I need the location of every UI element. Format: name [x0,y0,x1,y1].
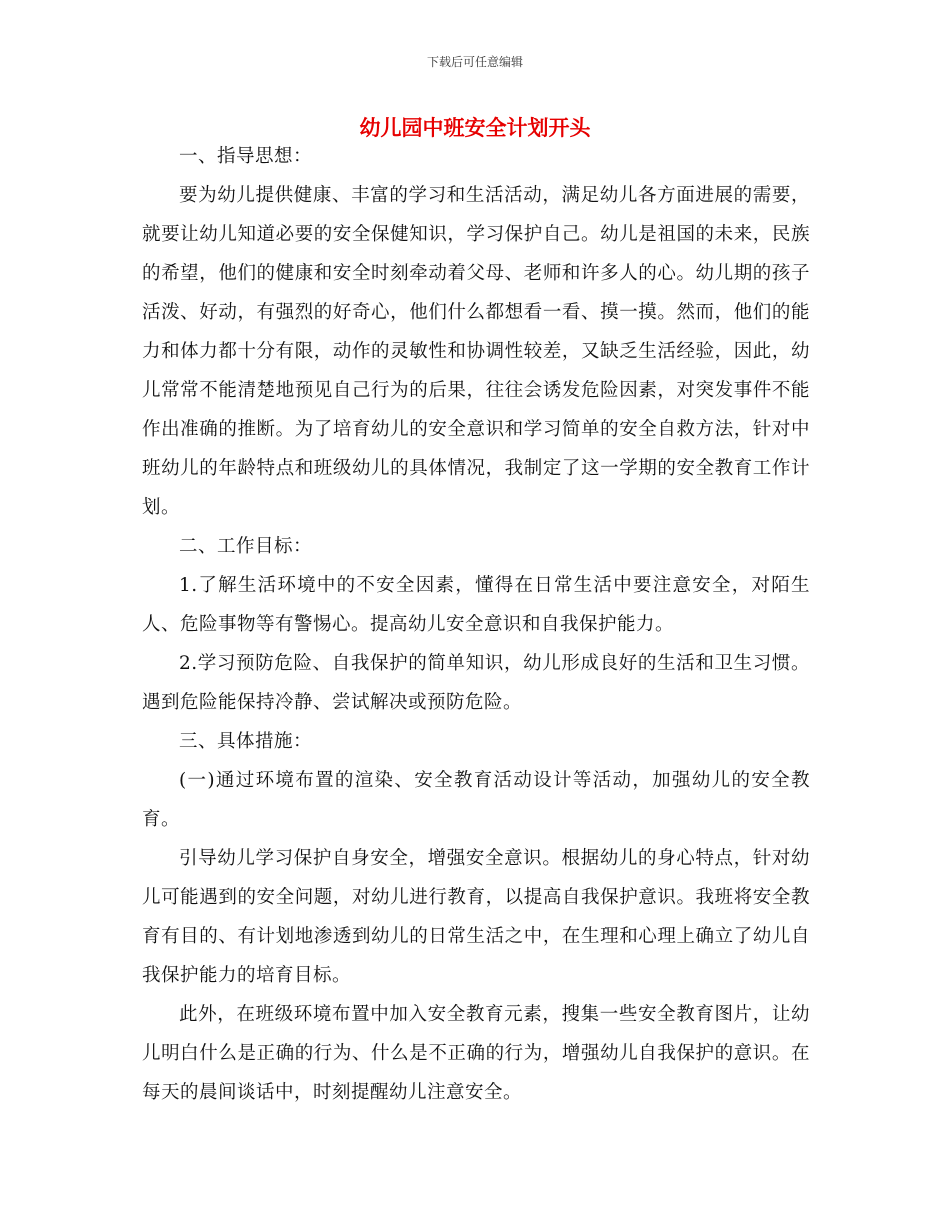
paragraph-guiding-thought: 要为幼儿提供健康、丰富的学习和生活活动，满足幼儿各方面进展的需要，就要让幼儿知道必要的安全保健知识，学习保护自己。幼儿是祖国的未来，民族的希望，他们的健康和安全时刻牵动着父母、老师和许多人的心。幼儿期的孩子活泼、好动，有强烈的好奇心，他们什么都想看一看、摸一摸。然而，他们的能力和体力都十分有限，动作的灵敏性和协调性较差，又缺乏生活经验，因此，幼儿常常不能清楚地预见自己行为的后果，往往会诱发危险因素，对突发事件不能作出准确的推断。为了培育幼儿的安全意识和学习简单的安全自救方法，针对中班幼儿的年龄特点和班级幼儿的具体情况，我制定了这一学期的安全教育工作计划。 [142,185,810,518]
header-note: 下载后可任意编辑 [426,55,523,69]
section-heading-work-goals: 二、工作目标： [179,536,313,557]
paragraph-environment: 此外，在班级环境布置中加入安全教育元素，搜集一些安全教育图片，让幼儿明白什么是正确的行为、什么是不正确的行为，增强幼儿自我保护的意识。在每天的晨间谈话中，时刻提醒幼儿注意安全。 [142,1004,810,1103]
document-title: 幼儿园中班安全计划开头 [359,116,591,140]
section-heading-guiding-thought: 一、指导思想： [179,146,313,167]
paragraph-goal-1: 1.了解生活环境中的不安全因素，懂得在日常生活中要注意安全，对陌生人、危险事物等有警惕心。提高幼儿安全意识和自我保护能力。 [142,575,810,635]
section-heading-measures: 三、具体措施： [179,731,313,752]
paragraph-measure-detail: 引导幼儿学习保护自身安全，增强安全意识。根据幼儿的身心特点，针对幼儿可能遇到的安全问题，对幼儿进行教育，以提高自我保护意识。我班将安全教育有目的、有计划地渗透到幼儿的日常生活之中，在生理和心理上确立了幼儿自我保护能力的培育目标。 [142,848,810,986]
paragraph-measure-1: (一)通过环境布置的渲染、安全教育活动设计等活动，加强幼儿的安全教育。 [142,770,810,830]
paragraph-goal-2: 2.学习预防危险、自我保护的简单知识，幼儿形成良好的生活和卫生习惯。遇到危险能保持冷静、尝试解决或预防危险。 [142,653,810,713]
document-body [142,137,810,1112]
